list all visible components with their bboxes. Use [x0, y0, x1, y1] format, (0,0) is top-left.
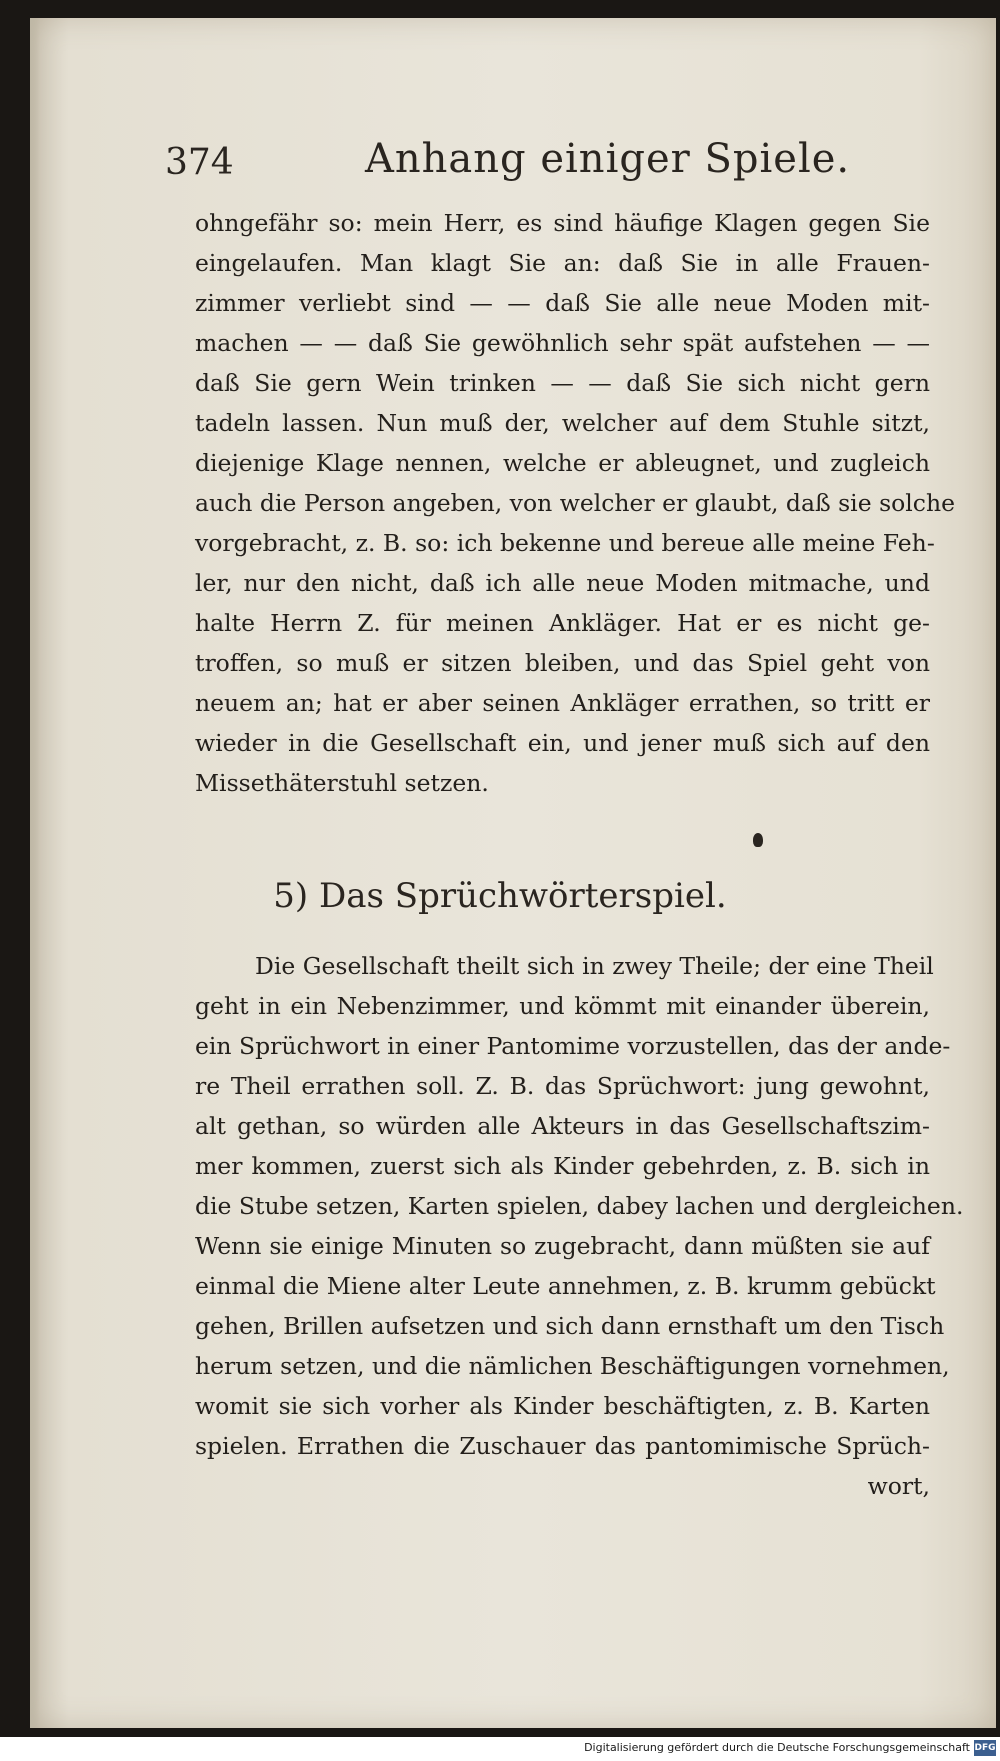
- text-line: die Stube setzen, Karten spielen, dabey lachen und dergleichen.: [195, 1192, 964, 1220]
- text-line: wieder in die Gesellschaft ein, und jener muß sich auf den: [195, 729, 930, 757]
- text-line: neuem an; hat er aber seinen Ankläger errathen, so tritt er: [195, 689, 930, 717]
- text-line: troffen, so muß er sitzen bleiben, und das Spiel geht von: [195, 649, 930, 677]
- text-line: diejenige Klage nennen, welche er ableugnet, und zugleich: [195, 449, 930, 477]
- page-number: 374: [165, 142, 234, 183]
- text-line: Wenn sie einige Minuten so zugebracht, dann müßten sie auf: [195, 1232, 930, 1260]
- catchword: wort,: [867, 1472, 930, 1500]
- text-line: Die Gesellschaft theilt sich in zwey Theile; der eine Theil: [255, 952, 934, 980]
- text-line: tadeln lassen. Nun muß der, welcher auf dem Stuhle sitzt,: [195, 409, 930, 437]
- text-line: ohngefähr so: mein Herr, es sind häufige Klagen gegen Sie: [195, 209, 930, 237]
- dfg-logo-icon: DFG: [974, 1740, 996, 1756]
- text-line: ler, nur den nicht, daß ich alle neue Moden mitmache, und: [195, 569, 930, 597]
- paragraph-2: [195, 946, 964, 1506]
- page-gutter-shadow: [30, 18, 40, 1728]
- text-line: daß Sie gern Wein trinken — — daß Sie sich nicht gern: [195, 369, 930, 397]
- digitization-footer: [0, 1737, 1000, 1761]
- text-line: zimmer verliebt sind — — daß Sie alle neue Moden mit-: [195, 289, 930, 317]
- running-title: Anhang einiger Spiele.: [365, 136, 851, 182]
- page-header: [165, 128, 945, 192]
- text-line: Missethäterstuhl setzen.: [195, 769, 489, 797]
- text-line: mer kommen, zuerst sich als Kinder gebehrden, z. B. sich in: [195, 1152, 930, 1180]
- ink-mark-ornament: [753, 833, 763, 847]
- text-line: einmal die Miene alter Leute annehmen, z. B. krumm gebückt: [195, 1272, 936, 1300]
- text-line: machen — — daß Sie gewöhnlich sehr spät aufstehen — —: [195, 329, 930, 357]
- text-line: geht in ein Nebenzimmer, und kömmt mit einander überein,: [195, 992, 930, 1020]
- text-line: vorgebracht, z. B. so: ich bekenne und bereue alle meine Feh-: [195, 529, 935, 557]
- text-line: herum setzen, und die nämlichen Beschäftigungen vornehmen,: [195, 1352, 950, 1380]
- text-line: re Theil errathen soll. Z. B. das Sprüchwort: jung gewohnt,: [195, 1072, 930, 1100]
- text-line: halte Herrn Z. für meinen Ankläger. Hat er es nicht ge-: [195, 609, 930, 637]
- footer-credit: Digitalisierung gefördert durch die Deutsche Forschungsgemeinschaft: [584, 1741, 970, 1754]
- section-heading: 5) Das Sprüchwörterspiel.: [273, 876, 727, 916]
- text-line: eingelaufen. Man klagt Sie an: daß Sie in alle Frauen-: [195, 249, 930, 277]
- paragraph-1: [195, 203, 955, 803]
- text-line: auch die Person angeben, von welcher er glaubt, daß sie solche: [195, 489, 955, 517]
- text-line: alt gethan, so würden alle Akteurs in das Gesellschaftszim-: [195, 1112, 930, 1140]
- text-line: spielen. Errathen die Zuschauer das pantomimische Sprüch-: [195, 1432, 930, 1460]
- text-line: ein Sprüchwort in einer Pantomime vorzustellen, das der ande-: [195, 1032, 951, 1060]
- text-line: gehen, Brillen aufsetzen und sich dann ernsthaft um den Tisch: [195, 1312, 945, 1340]
- text-line: womit sie sich vorher als Kinder beschäftigten, z. B. Karten: [195, 1392, 930, 1420]
